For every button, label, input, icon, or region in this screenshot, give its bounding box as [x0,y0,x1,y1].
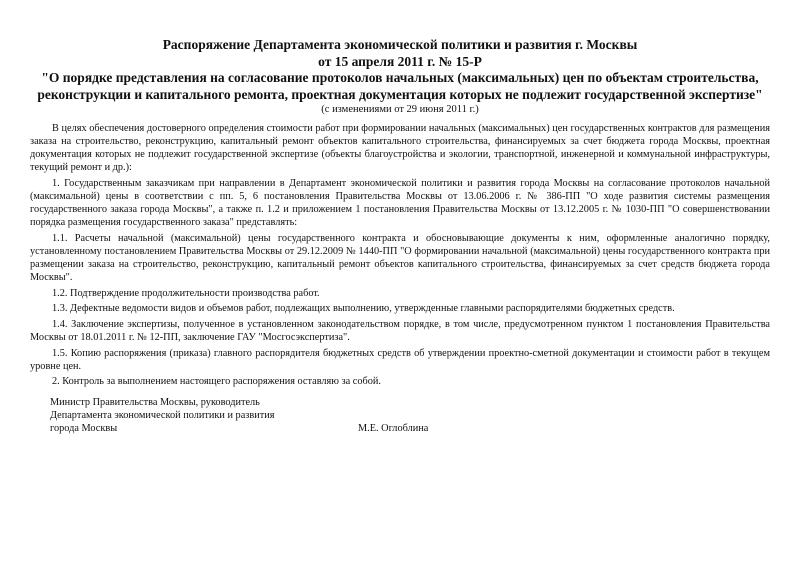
paragraph-item-1-2: 1.2. Подтверждение продолжительности производства работ. [52,287,320,299]
signer-position-line: Департамента экономической политики и развития [50,410,275,422]
signer-position-line: города Москвы [50,423,118,435]
amendment-note: (с изменениями от 29 июня 2011 г.) [321,104,479,115]
paragraph-item-2: 2. Контроль за выполнением настоящего распоряжения оставляю за собой. [52,376,381,388]
document-body [30,122,770,388]
paragraph-item-1-4: 1.4. Заключение экспертизы, полученное в установленном законодательством порядке, в том числе, предусмотренном пунктом 1 постановления Правительства Москвы от 18.01.2011 г. № 12-ПП, заключение ГАУ "Мосгосэкспертиза". [30,318,770,343]
paragraph-item-1-3: 1.3. Дефектные ведомости видов и объемов работ, подлежащих выполнению, утвержденные главными распорядителями бюджетных средств. [52,303,675,315]
document-title [30,37,770,103]
title-line: "О порядке представления на согласование протоколов начальных (максимальных) цен по объектам строительства, [41,70,759,85]
paragraph-item-1-1: 1.1. Расчеты начальной (максимальной) цены государственного контракта и обосновывающие документы к ним, оформленные аналогично порядку, установленному постановлением Правительства Москвы от 29.12.2009 № 1440-ПП "О формировании начальной (максимальной) цены государственного контракта при размещении заказа на строительство, реконструкцию, капитальный ремонт объектов капитального строительства, финансируемых за счет средств бюджета города Москвы". [30,232,770,284]
title-line: Распоряжение Департамента экономической политики и развития г. Москвы [162,37,638,52]
title-line: реконструкции и капитального ремонта, проектная документация которых не подлежит государственной экспертизе" [37,86,763,102]
title-line: от 15 апреля 2011 г. № 15-Р [318,53,482,69]
signer-position-line: Министр Правительства Москвы, руководитель [50,397,260,408]
paragraph-preamble: В целях обеспечения достоверного определения стоимости работ при формировании начальных (максимальных) цен государственных контрактов для размещения заказа на строительство, реконструкцию, капитальный ремонт объектов капитального строительства, финансируемых за счет бюджета города Москвы, проектная документация которых не подлежит государственной экспертизе (объекты благоустройства и экологии, транспортной, инженерной и коммунальной инфраструктуры, текущий ремонт и др.): [30,123,770,174]
document-page [30,37,770,435]
signature-block [50,396,470,435]
paragraph-item-1-5: 1.5. Копию распоряжения (приказа) главного распорядителя бюджетных средств об утверждении проектно-сметной документации и стоимости работ в текущем уровне цен. [30,347,770,372]
paragraph-item-1: 1. Государственным заказчикам при направлении в Департамент экономической политики и развития города Москвы на согласование протоколов начальной (максимальной) цены в соответствии с пп. 5, 6 постановления Правительства Москвы от 13.06.2006 г. № 386-ПП "О ходе развития системы размещения государственного заказа города Москвы", а также п. 1.2 и приложением 1 постановления Правительства Москвы от 13.12.2005 г. № 1030-ПП "О совершенствовании порядка размещения государственного заказа" представлять: [30,177,770,229]
signer-name: М.Е. Оглоблина [358,423,429,434]
